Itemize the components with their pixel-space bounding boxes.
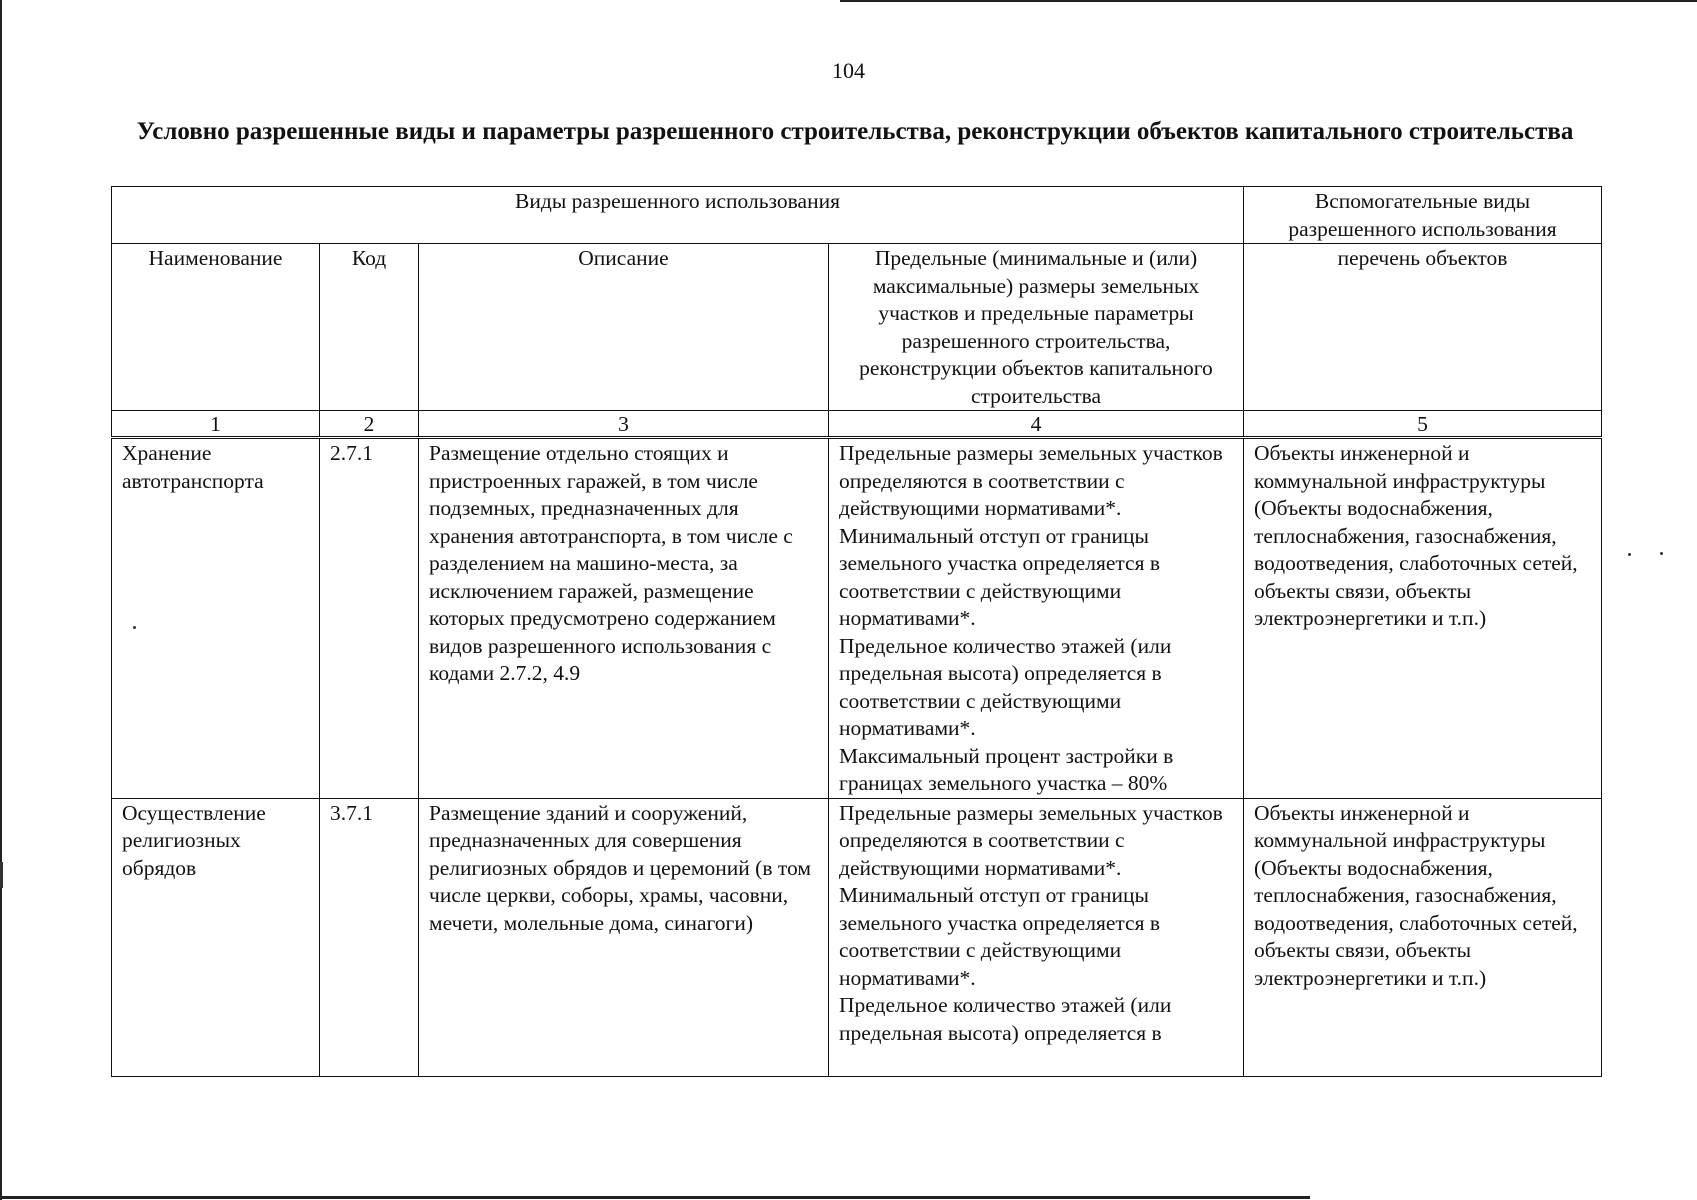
scan-border-bottom bbox=[0, 1196, 1310, 1199]
row-code: 2.7.1 bbox=[320, 438, 419, 799]
row-param: Предельные размеры земельных участков определяются в соответствии с действующими нормативами*. bbox=[839, 441, 1223, 520]
scan-speck bbox=[1628, 553, 1631, 556]
group-header-main: Виды разрешенного использования bbox=[112, 187, 1244, 244]
row-description: Размещение зданий и сооружений, предназначенных для совершения религиозных обрядов и церемоний (в том числе церкви, соборы, храмы, часовни, мечети, молельные дома, синагоги) bbox=[419, 798, 829, 1076]
column-number: 2 bbox=[320, 411, 419, 438]
column-number: 3 bbox=[419, 411, 829, 438]
row-params bbox=[829, 438, 1244, 799]
column-header-name: Наименование bbox=[112, 244, 320, 411]
group-header-auxiliary: Вспомогательные виды разрешенного использования bbox=[1244, 187, 1602, 244]
row-param: Предельное количество этажей (или предельная высота) определяется в соответствии с действующими нормативами*. bbox=[839, 633, 1172, 740]
row-objects: Объекты инженерной и коммунальной инфраструктуры (Объекты водоснабжения, теплоснабжения, газоснабжения, водоотведения, слаботочных сетей, объекты связи, объекты электроэнергетики и т.п.) bbox=[1244, 438, 1602, 799]
row-param: Максимальный процент застройки в границах земельного участка – 80% bbox=[839, 743, 1174, 795]
scan-border-top bbox=[840, 0, 1697, 2]
table-row bbox=[112, 438, 1602, 799]
row-objects: Объекты инженерной и коммунальной инфраструктуры (Объекты водоснабжения, теплоснабжения, газоснабжения, водоотведения, слаботочных сетей, объекты связи, объекты электроэнергетики и т.п.) bbox=[1244, 798, 1602, 1076]
row-param: Предельное количество этажей (или предельная высота) определяется в bbox=[839, 993, 1172, 1045]
column-number: 5 bbox=[1244, 411, 1602, 438]
row-param: Минимальный отступ от границы земельного участка определяется в соответствии с действующими нормативами*. bbox=[839, 523, 1160, 630]
land-use-table bbox=[111, 186, 1602, 1077]
row-param: Предельные размеры земельных участков определяются в соответствии с действующими нормативами*. bbox=[839, 800, 1223, 880]
page-number: 104 bbox=[832, 58, 865, 83]
row-description: Размещение отдельно стоящих и пристроенных гаражей, в том числе подземных, предназначенных для хранения автотранспорта, в том числе с разделением на машино-места, за исключением гаражей, размещение которых предусмотрено содержанием видов разрешенного использования с кодами 2.7.2, 4.9 bbox=[419, 438, 829, 799]
row-code: 3.7.1 bbox=[320, 798, 419, 1076]
column-number: 1 bbox=[112, 411, 320, 438]
scan-mark bbox=[0, 862, 3, 888]
column-header-code: Код bbox=[320, 244, 419, 411]
column-number: 4 bbox=[829, 411, 1244, 438]
table-row bbox=[112, 798, 1602, 1076]
row-name: Хранение автотранспорта bbox=[112, 438, 320, 799]
column-header-description: Описание bbox=[419, 244, 829, 411]
row-param: Минимальный отступ от границы земельного участка определяется в соответствии с действующими нормативами*. bbox=[839, 883, 1160, 990]
scan-speck bbox=[1660, 552, 1663, 555]
page-title: Условно разрешенные виды и параметры разрешенного строительства, реконструкции объектов капитального строительства bbox=[136, 118, 1574, 145]
row-params bbox=[829, 798, 1244, 1076]
column-header-objects: перечень объектов bbox=[1244, 244, 1602, 411]
column-header-row bbox=[112, 244, 1602, 411]
row-name: Осуществление религиозных обрядов bbox=[112, 798, 320, 1076]
scan-border-left bbox=[0, 0, 2, 1200]
group-header-row bbox=[112, 187, 1602, 244]
column-header-params: Предельные (минимальные и (или) максимальные) размеры земельных участков и предельные параметры разрешенного строительства, реконструкции объектов капитального строительства bbox=[829, 244, 1244, 411]
column-number-row bbox=[112, 411, 1602, 438]
